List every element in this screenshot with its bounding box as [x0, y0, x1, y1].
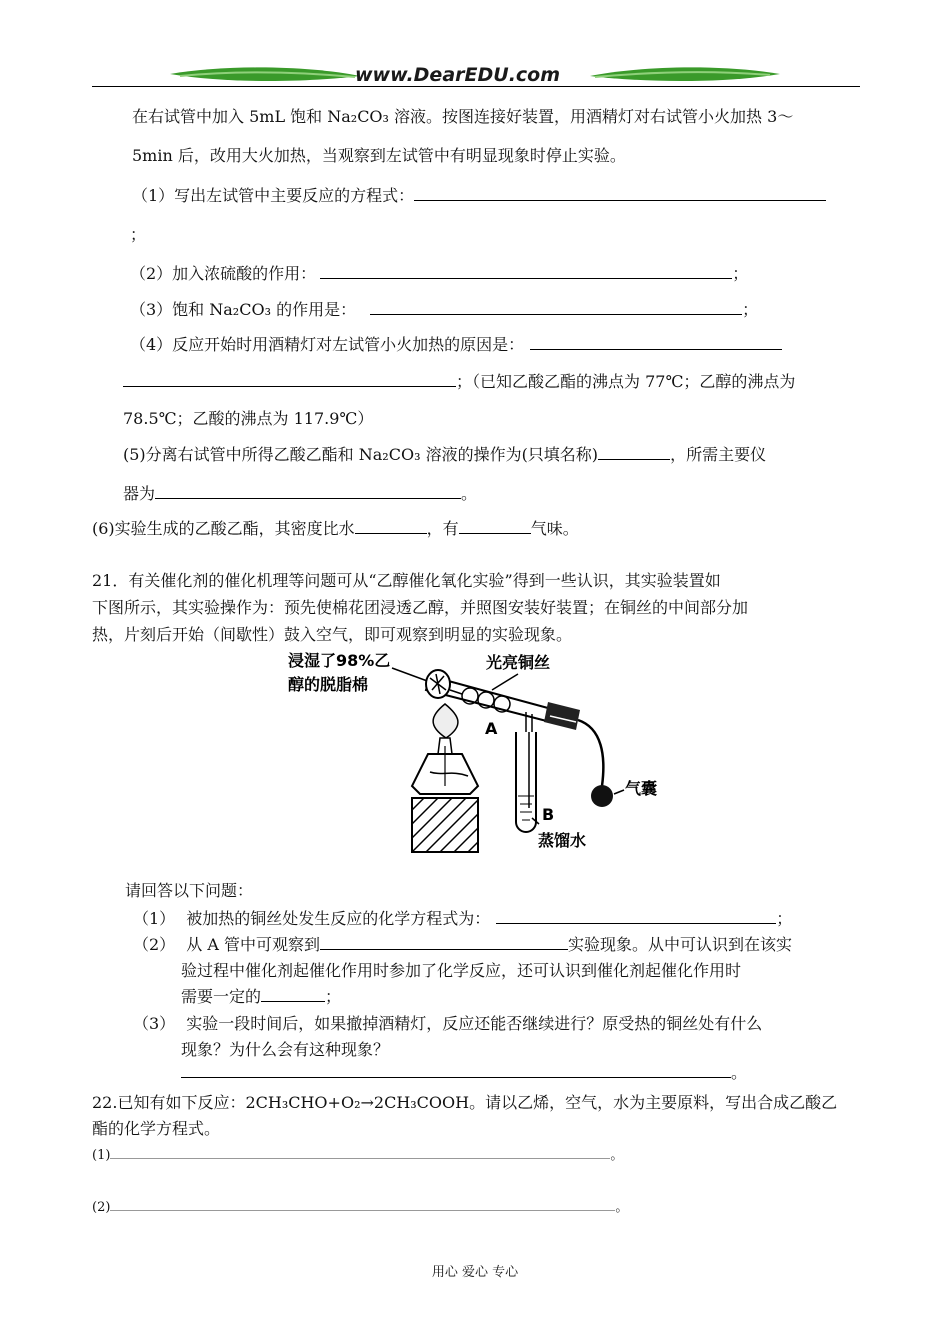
q21-sub3-blank[interactable]: [181, 1061, 731, 1078]
q22-answer2-num: (2): [92, 1200, 111, 1215]
q22-answer1: [92, 1144, 623, 1163]
q20-part5-blank1[interactable]: [598, 443, 670, 460]
header-divider: [92, 86, 860, 87]
page-footer: 用心 爱心 专心: [431, 1265, 519, 1280]
test-tube-b: [516, 732, 536, 832]
q20-part3-blank[interactable]: [370, 298, 742, 315]
q21-sub3-line2: 现象？为什么会有这种现象？: [181, 1040, 390, 1059]
q20-intro-line2: 5min 后，改用大火加热，当观察到左试管中有明显现象时停止实验。: [132, 146, 626, 165]
flame-icon: [433, 704, 458, 738]
label-cotton-line2: 醇的脱脂棉: [288, 675, 369, 694]
q21-sub1-end: ；: [776, 909, 793, 928]
label-copper-wire: 光亮铜丝: [486, 653, 551, 672]
q21-sub2-blank1[interactable]: [320, 933, 568, 950]
q20-part5-text: (5)分离右试管中所得乙酸乙酯和 Na₂CO₃ 溶液的操作为(只填名称): [123, 445, 599, 464]
q20-part4-blank[interactable]: [530, 333, 782, 350]
q21-sub2-line2: 验过程中催化剂起催化作用时参加了化学反应，还可认识到催化剂起催化作用时: [181, 961, 742, 980]
q20-part4-blank2[interactable]: [123, 370, 456, 387]
q21-sub2: [133, 932, 792, 955]
q20-intro-line1: 在右试管中加入 5mL 饱和 Na₂CO₃ 溶液。按图连接好装置，用酒精灯对右试管小火加热 3～: [132, 107, 794, 126]
q22-answer1-end: 。: [610, 1148, 624, 1163]
q20-part4-note2: 78.5℃；乙酸的沸点为 117.9℃）: [123, 409, 374, 428]
q20-part3-text: （3）饱和 Na₂CO₃ 的作用是：: [130, 300, 357, 319]
alcohol-lamp: [412, 738, 478, 794]
q21-sub1-blank[interactable]: [496, 907, 776, 924]
q20-part6-text2: ，有: [426, 519, 459, 538]
q20-part1-text: （1）写出左试管中主要反应的方程式：: [132, 186, 415, 205]
q20-part1: [132, 183, 826, 206]
q21-sub2-text3: 需要一定的: [181, 987, 262, 1006]
q20-part5-end: 。: [461, 484, 478, 503]
q20-part3: [130, 297, 758, 320]
q20-part5: [123, 442, 766, 465]
q22-line1: 22.已知有如下反应：2CH₃CHO+O₂→2CH₃COOH。请以乙烯，空气，水为主要原料，写出合成乙酸乙: [92, 1093, 838, 1112]
q21-sub3-text: 实验一段时间后，如果撤掉酒精灯，反应还能否继续进行？原受热的铜丝处有什么: [186, 1014, 763, 1033]
q20-part2: [130, 261, 748, 284]
label-b: B: [542, 805, 555, 824]
q22-answer2-blank[interactable]: [110, 1197, 615, 1211]
q20-part4: [130, 332, 782, 355]
q21-line1: 21．有关催化剂的催化机理等问题可从“乙醇催化氧化实验”得到一些认识，其实验装置如: [92, 571, 721, 590]
q20-part5-cont: [123, 481, 477, 504]
air-bag-icon: [591, 785, 613, 807]
q21-sub2-text: 从 A 管中可观察到: [186, 935, 321, 954]
q21-sub3-end: 。: [731, 1063, 748, 1082]
q22-line2: 酯的化学方程式。: [92, 1119, 221, 1138]
q21-sub3-num: （3）: [133, 1014, 176, 1033]
q20-part5-text3: 器为: [123, 484, 156, 503]
q20-part1-end: ；: [130, 225, 147, 244]
q22-answer1-num: (1): [92, 1148, 111, 1163]
label-distilled-water: 蒸馏水: [538, 831, 587, 850]
q20-part2-blank[interactable]: [320, 262, 732, 279]
q20-part6-blank2[interactable]: [459, 517, 531, 534]
q20-part6-text: (6)实验生成的乙酸乙酯，其密度比水: [92, 519, 355, 538]
label-cotton-line1: 浸湿了98%乙: [288, 651, 391, 670]
q20-part1-blank[interactable]: [414, 184, 826, 201]
apparatus-diagram: [280, 646, 680, 858]
q21-sub1-text: 被加热的铜丝处发生反应的化学方程式为：: [186, 909, 491, 928]
q21-sub3: [133, 1011, 762, 1034]
q20-part2-text: （2）加入浓硫酸的作用：: [130, 264, 317, 283]
q21-line3: 热，片刻后开始（间歇性）鼓入空气，即可观察到明显的实验现象。: [92, 625, 573, 644]
label-air-bag: 气囊: [625, 779, 658, 798]
q22-answer1-blank[interactable]: [110, 1145, 610, 1159]
q21-sub2-num: （2）: [133, 935, 176, 954]
q21-sub2-text2: 实验现象。从中可认识到在该实: [568, 935, 793, 954]
q22-answer2: [92, 1196, 628, 1215]
site-logo: www.DearEDU.com: [355, 64, 561, 86]
q22-answer2-end: 。: [615, 1200, 629, 1215]
q20-part5-text2: ，所需主要仪: [670, 445, 767, 464]
q20-part4-text: （4）反应开始时用酒精灯对左试管小火加热的原因是：: [130, 335, 525, 354]
q20-part4-cont: [123, 369, 795, 392]
label-a: A: [485, 719, 498, 738]
q21-sub2-line3: [181, 984, 341, 1007]
q20-part6-blank1[interactable]: [355, 517, 427, 534]
q21-sub2-end: ；: [325, 987, 342, 1006]
q21-sub1-num: （1）: [133, 909, 176, 928]
q21-sub2-blank2[interactable]: [261, 985, 325, 1002]
wooden-block: [412, 798, 478, 852]
q20-part5-blank2[interactable]: [155, 482, 461, 499]
q21-ask: 请回答以下问题：: [125, 881, 254, 900]
q21-line2: 下图所示，其实验操作为：预先使棉花团浸透乙醇，并照图安装好装置；在铜丝的中间部分加: [92, 598, 749, 617]
q20-part4-note: ；（已知乙酸乙酯的沸点为 77℃；乙醇的沸点为: [456, 372, 796, 391]
q20-part6-text3: 气味。: [530, 519, 579, 538]
q20-part2-end: ；: [732, 264, 749, 283]
rubber-hose: [578, 720, 603, 786]
q20-part3-end: ；: [742, 300, 759, 319]
q20-part6: [92, 516, 579, 539]
q21-sub3-answer: [181, 1060, 747, 1083]
q21-sub1: [133, 906, 792, 929]
